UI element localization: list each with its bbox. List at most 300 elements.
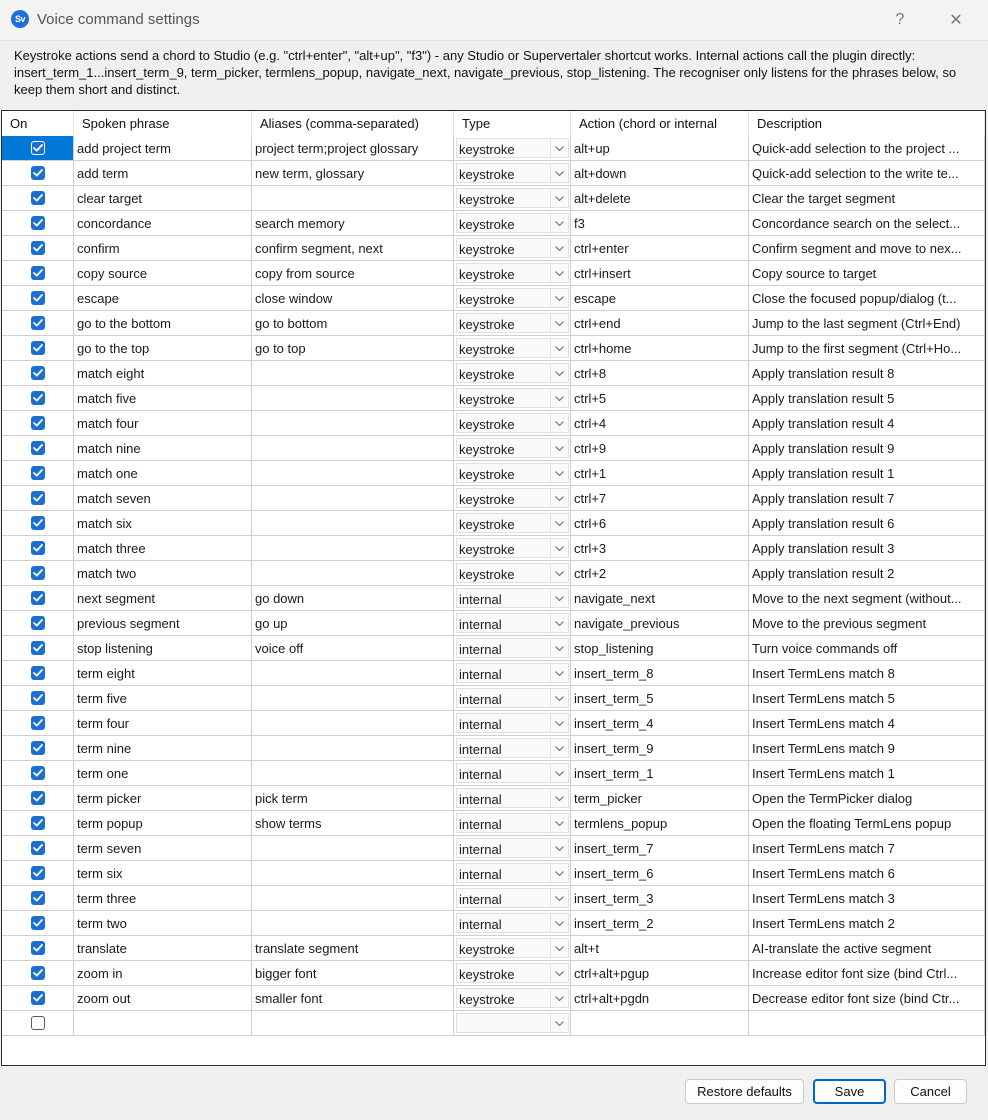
type-cell[interactable] xyxy=(454,286,571,311)
type-cell[interactable] xyxy=(454,761,571,786)
enabled-cell[interactable] xyxy=(2,711,74,736)
description-cell[interactable]: Decrease editor font size (bind Ctr... xyxy=(749,986,985,1011)
phrase-cell[interactable]: term five xyxy=(74,686,252,711)
action-cell[interactable]: insert_term_9 xyxy=(571,736,749,761)
phrase-cell[interactable]: match three xyxy=(74,536,252,561)
chevron-down-icon[interactable] xyxy=(550,864,568,882)
enabled-checkbox[interactable] xyxy=(31,366,45,380)
phrase-cell[interactable]: zoom in xyxy=(74,961,252,986)
enabled-cell[interactable] xyxy=(2,361,74,386)
chevron-down-icon[interactable] xyxy=(550,739,568,757)
enabled-checkbox[interactable] xyxy=(31,816,45,830)
description-cell[interactable]: Concordance search on the select... xyxy=(749,211,985,236)
enabled-checkbox[interactable] xyxy=(31,841,45,855)
chevron-down-icon[interactable] xyxy=(550,589,568,607)
type-dropdown[interactable] xyxy=(456,588,569,608)
description-cell[interactable]: Confirm segment and move to nex... xyxy=(749,236,985,261)
table-row[interactable] xyxy=(2,161,985,186)
type-dropdown[interactable] xyxy=(456,1013,569,1033)
action-cell[interactable]: alt+delete xyxy=(571,186,749,211)
type-dropdown[interactable] xyxy=(456,413,569,433)
help-button[interactable]: ? xyxy=(895,11,905,28)
type-cell[interactable] xyxy=(454,461,571,486)
table-row[interactable] xyxy=(2,786,985,811)
table-row[interactable] xyxy=(2,561,985,586)
chevron-down-icon[interactable] xyxy=(550,964,568,982)
chevron-down-icon[interactable] xyxy=(550,664,568,682)
description-cell[interactable]: Open the floating TermLens popup xyxy=(749,811,985,836)
enabled-checkbox[interactable] xyxy=(31,941,45,955)
type-cell[interactable] xyxy=(454,736,571,761)
aliases-cell[interactable]: smaller font xyxy=(252,986,454,1011)
close-button[interactable]: ✕ xyxy=(949,12,963,29)
table-row[interactable] xyxy=(2,661,985,686)
enabled-cell[interactable] xyxy=(2,211,74,236)
enabled-cell[interactable] xyxy=(2,761,74,786)
chevron-down-icon[interactable] xyxy=(550,389,568,407)
type-cell[interactable] xyxy=(454,886,571,911)
table-row[interactable] xyxy=(2,936,985,961)
enabled-checkbox[interactable] xyxy=(31,1016,45,1030)
phrase-cell[interactable]: match one xyxy=(74,461,252,486)
action-cell[interactable]: f3 xyxy=(571,211,749,236)
aliases-cell[interactable] xyxy=(252,711,454,736)
phrase-cell[interactable]: clear target xyxy=(74,186,252,211)
chevron-down-icon[interactable] xyxy=(550,839,568,857)
chevron-down-icon[interactable] xyxy=(550,714,568,732)
type-dropdown[interactable] xyxy=(456,263,569,283)
type-cell[interactable] xyxy=(454,811,571,836)
type-cell[interactable] xyxy=(454,186,571,211)
action-cell[interactable]: alt+t xyxy=(571,936,749,961)
action-cell[interactable]: ctrl+end xyxy=(571,311,749,336)
chevron-down-icon[interactable] xyxy=(550,139,568,157)
chevron-down-icon[interactable] xyxy=(550,914,568,932)
chevron-down-icon[interactable] xyxy=(550,814,568,832)
enabled-checkbox[interactable] xyxy=(31,691,45,705)
description-cell[interactable] xyxy=(749,1011,985,1036)
phrase-cell[interactable]: copy source xyxy=(74,261,252,286)
description-cell[interactable]: Apply translation result 6 xyxy=(749,511,985,536)
phrase-cell[interactable]: match four xyxy=(74,411,252,436)
table-row[interactable] xyxy=(2,311,985,336)
type-dropdown[interactable] xyxy=(456,313,569,333)
table-row[interactable] xyxy=(2,186,985,211)
phrase-cell[interactable]: term two xyxy=(74,911,252,936)
chevron-down-icon[interactable] xyxy=(550,614,568,632)
aliases-cell[interactable] xyxy=(252,536,454,561)
phrase-cell[interactable]: zoom out xyxy=(74,986,252,1011)
aliases-cell[interactable] xyxy=(252,836,454,861)
aliases-cell[interactable]: go up xyxy=(252,611,454,636)
enabled-cell[interactable] xyxy=(2,336,74,361)
phrase-cell[interactable]: match eight xyxy=(74,361,252,386)
enabled-cell[interactable] xyxy=(2,661,74,686)
type-cell[interactable] xyxy=(454,536,571,561)
type-cell[interactable] xyxy=(454,336,571,361)
type-cell[interactable] xyxy=(454,836,571,861)
commands-grid[interactable] xyxy=(1,110,986,1066)
action-cell[interactable]: alt+up xyxy=(571,136,749,161)
action-cell[interactable]: insert_term_6 xyxy=(571,861,749,886)
enabled-checkbox[interactable] xyxy=(31,966,45,980)
aliases-cell[interactable]: go down xyxy=(252,586,454,611)
action-cell[interactable]: insert_term_4 xyxy=(571,711,749,736)
aliases-cell[interactable]: new term, glossary xyxy=(252,161,454,186)
action-cell[interactable]: ctrl+2 xyxy=(571,561,749,586)
action-cell[interactable]: insert_term_3 xyxy=(571,886,749,911)
type-dropdown[interactable] xyxy=(456,213,569,233)
phrase-cell[interactable]: match five xyxy=(74,386,252,411)
description-cell[interactable]: Jump to the last segment (Ctrl+End) xyxy=(749,311,985,336)
chevron-down-icon[interactable] xyxy=(550,364,568,382)
enabled-cell[interactable] xyxy=(2,861,74,886)
table-row[interactable] xyxy=(2,286,985,311)
phrase-cell[interactable]: term popup xyxy=(74,811,252,836)
enabled-cell[interactable] xyxy=(2,561,74,586)
enabled-checkbox[interactable] xyxy=(31,516,45,530)
enabled-checkbox[interactable] xyxy=(31,341,45,355)
phrase-cell[interactable]: term six xyxy=(74,861,252,886)
phrase-cell[interactable]: escape xyxy=(74,286,252,311)
action-cell[interactable]: ctrl+5 xyxy=(571,386,749,411)
aliases-cell[interactable] xyxy=(252,511,454,536)
action-cell[interactable]: ctrl+1 xyxy=(571,461,749,486)
enabled-checkbox[interactable] xyxy=(31,591,45,605)
type-cell[interactable] xyxy=(454,911,571,936)
action-cell[interactable]: ctrl+alt+pgdn xyxy=(571,986,749,1011)
description-cell[interactable]: Apply translation result 5 xyxy=(749,386,985,411)
phrase-cell[interactable]: term three xyxy=(74,886,252,911)
column-header-type[interactable]: Type xyxy=(454,111,571,136)
type-cell[interactable] xyxy=(454,386,571,411)
table-row[interactable] xyxy=(2,961,985,986)
chevron-down-icon[interactable] xyxy=(550,939,568,957)
type-cell[interactable] xyxy=(454,611,571,636)
enabled-cell[interactable] xyxy=(2,961,74,986)
type-dropdown[interactable] xyxy=(456,438,569,458)
enabled-cell[interactable] xyxy=(2,736,74,761)
type-cell[interactable] xyxy=(454,311,571,336)
type-dropdown[interactable] xyxy=(456,538,569,558)
description-cell[interactable]: Move to the next segment (without... xyxy=(749,586,985,611)
chevron-down-icon[interactable] xyxy=(550,539,568,557)
enabled-checkbox[interactable] xyxy=(31,441,45,455)
enabled-checkbox[interactable] xyxy=(31,491,45,505)
chevron-down-icon[interactable] xyxy=(550,639,568,657)
aliases-cell[interactable] xyxy=(252,361,454,386)
chevron-down-icon[interactable] xyxy=(550,689,568,707)
enabled-cell[interactable] xyxy=(2,836,74,861)
aliases-cell[interactable] xyxy=(252,736,454,761)
action-cell[interactable]: escape xyxy=(571,286,749,311)
aliases-cell[interactable]: go to bottom xyxy=(252,311,454,336)
description-cell[interactable]: Insert TermLens match 7 xyxy=(749,836,985,861)
aliases-cell[interactable]: show terms xyxy=(252,811,454,836)
chevron-down-icon[interactable] xyxy=(550,489,568,507)
table-row[interactable] xyxy=(2,636,985,661)
aliases-cell[interactable] xyxy=(252,761,454,786)
enabled-checkbox[interactable] xyxy=(31,916,45,930)
action-cell[interactable]: insert_term_7 xyxy=(571,836,749,861)
type-cell[interactable] xyxy=(454,486,571,511)
table-row[interactable] xyxy=(2,261,985,286)
table-row[interactable] xyxy=(2,836,985,861)
description-cell[interactable]: Open the TermPicker dialog xyxy=(749,786,985,811)
type-cell[interactable] xyxy=(454,711,571,736)
enabled-cell[interactable] xyxy=(2,486,74,511)
aliases-cell[interactable]: pick term xyxy=(252,786,454,811)
chevron-down-icon[interactable] xyxy=(550,339,568,357)
type-dropdown[interactable] xyxy=(456,688,569,708)
cancel-button[interactable]: Cancel xyxy=(894,1079,967,1104)
type-cell[interactable] xyxy=(454,861,571,886)
description-cell[interactable]: Quick-add selection to the write te... xyxy=(749,161,985,186)
phrase-cell[interactable]: confirm xyxy=(74,236,252,261)
aliases-cell[interactable] xyxy=(252,411,454,436)
phrase-cell[interactable]: match six xyxy=(74,511,252,536)
description-cell[interactable]: Insert TermLens match 9 xyxy=(749,736,985,761)
chevron-down-icon[interactable] xyxy=(550,989,568,1007)
enabled-checkbox[interactable] xyxy=(31,316,45,330)
enabled-cell[interactable] xyxy=(2,636,74,661)
description-cell[interactable]: Insert TermLens match 5 xyxy=(749,686,985,711)
chevron-down-icon[interactable] xyxy=(550,464,568,482)
action-cell[interactable]: ctrl+6 xyxy=(571,511,749,536)
column-header-description[interactable]: Description xyxy=(749,111,985,136)
type-dropdown[interactable] xyxy=(456,338,569,358)
phrase-cell[interactable]: term seven xyxy=(74,836,252,861)
type-dropdown[interactable] xyxy=(456,613,569,633)
aliases-cell[interactable] xyxy=(252,436,454,461)
table-row[interactable] xyxy=(2,236,985,261)
table-row[interactable] xyxy=(2,386,985,411)
action-cell[interactable]: term_picker xyxy=(571,786,749,811)
type-dropdown[interactable] xyxy=(456,788,569,808)
phrase-cell[interactable]: concordance xyxy=(74,211,252,236)
enabled-cell[interactable] xyxy=(2,611,74,636)
type-dropdown[interactable] xyxy=(456,463,569,483)
enabled-checkbox[interactable] xyxy=(31,641,45,655)
action-cell[interactable]: ctrl+home xyxy=(571,336,749,361)
type-dropdown[interactable] xyxy=(456,963,569,983)
type-dropdown[interactable] xyxy=(456,563,569,583)
enabled-checkbox[interactable] xyxy=(31,216,45,230)
enabled-checkbox[interactable] xyxy=(31,716,45,730)
phrase-cell[interactable]: next segment xyxy=(74,586,252,611)
aliases-cell[interactable] xyxy=(252,561,454,586)
enabled-cell[interactable] xyxy=(2,236,74,261)
phrase-cell[interactable]: term four xyxy=(74,711,252,736)
phrase-cell[interactable]: match two xyxy=(74,561,252,586)
type-dropdown[interactable] xyxy=(456,913,569,933)
aliases-cell[interactable] xyxy=(252,486,454,511)
phrase-cell[interactable]: match seven xyxy=(74,486,252,511)
action-cell[interactable]: ctrl+4 xyxy=(571,411,749,436)
type-cell[interactable] xyxy=(454,161,571,186)
restore-defaults-button[interactable]: Restore defaults xyxy=(685,1079,804,1104)
aliases-cell[interactable]: project term;project glossary xyxy=(252,136,454,161)
table-row[interactable] xyxy=(2,336,985,361)
type-dropdown[interactable] xyxy=(456,738,569,758)
type-cell[interactable] xyxy=(454,436,571,461)
aliases-cell[interactable]: voice off xyxy=(252,636,454,661)
chevron-down-icon[interactable] xyxy=(550,239,568,257)
table-row[interactable] xyxy=(2,761,985,786)
description-cell[interactable]: Apply translation result 1 xyxy=(749,461,985,486)
aliases-cell[interactable] xyxy=(252,686,454,711)
action-cell[interactable]: ctrl+insert xyxy=(571,261,749,286)
chevron-down-icon[interactable] xyxy=(550,189,568,207)
type-cell[interactable] xyxy=(454,561,571,586)
chevron-down-icon[interactable] xyxy=(550,1014,568,1032)
chevron-down-icon[interactable] xyxy=(550,889,568,907)
type-dropdown[interactable] xyxy=(456,138,569,158)
phrase-cell[interactable]: go to the bottom xyxy=(74,311,252,336)
table-row[interactable] xyxy=(2,711,985,736)
enabled-checkbox[interactable] xyxy=(31,266,45,280)
type-dropdown[interactable] xyxy=(456,663,569,683)
table-row[interactable] xyxy=(2,436,985,461)
chevron-down-icon[interactable] xyxy=(550,264,568,282)
description-cell[interactable]: Turn voice commands off xyxy=(749,636,985,661)
enabled-cell[interactable] xyxy=(2,436,74,461)
column-header-on[interactable]: On xyxy=(2,111,74,136)
type-dropdown[interactable] xyxy=(456,813,569,833)
type-cell[interactable] xyxy=(454,1011,571,1036)
description-cell[interactable]: Jump to the first segment (Ctrl+Ho... xyxy=(749,336,985,361)
table-row[interactable] xyxy=(2,411,985,436)
chevron-down-icon[interactable] xyxy=(550,514,568,532)
table-row[interactable] xyxy=(2,811,985,836)
table-row[interactable] xyxy=(2,686,985,711)
type-cell[interactable] xyxy=(454,236,571,261)
description-cell[interactable]: Insert TermLens match 4 xyxy=(749,711,985,736)
table-row[interactable] xyxy=(2,136,985,161)
table-row[interactable] xyxy=(2,586,985,611)
enabled-checkbox[interactable] xyxy=(31,991,45,1005)
enabled-checkbox[interactable] xyxy=(31,891,45,905)
type-dropdown[interactable] xyxy=(456,838,569,858)
description-cell[interactable]: Move to the previous segment xyxy=(749,611,985,636)
enabled-checkbox[interactable] xyxy=(31,416,45,430)
enabled-checkbox[interactable] xyxy=(31,241,45,255)
type-cell[interactable] xyxy=(454,936,571,961)
type-cell[interactable] xyxy=(454,211,571,236)
phrase-cell[interactable]: term nine xyxy=(74,736,252,761)
phrase-cell[interactable]: term one xyxy=(74,761,252,786)
aliases-cell[interactable] xyxy=(252,386,454,411)
type-cell[interactable] xyxy=(454,361,571,386)
enabled-cell[interactable] xyxy=(2,536,74,561)
enabled-cell[interactable] xyxy=(2,511,74,536)
phrase-cell[interactable]: match nine xyxy=(74,436,252,461)
enabled-checkbox[interactable] xyxy=(31,666,45,680)
description-cell[interactable]: Insert TermLens match 3 xyxy=(749,886,985,911)
action-cell[interactable]: ctrl+3 xyxy=(571,536,749,561)
phrase-cell[interactable]: term eight xyxy=(74,661,252,686)
description-cell[interactable]: Apply translation result 8 xyxy=(749,361,985,386)
enabled-checkbox[interactable] xyxy=(31,141,45,155)
type-dropdown[interactable] xyxy=(456,513,569,533)
type-dropdown[interactable] xyxy=(456,163,569,183)
type-dropdown[interactable] xyxy=(456,888,569,908)
chevron-down-icon[interactable] xyxy=(550,214,568,232)
enabled-checkbox[interactable] xyxy=(31,391,45,405)
table-row[interactable] xyxy=(2,986,985,1011)
enabled-cell[interactable] xyxy=(2,461,74,486)
phrase-cell[interactable]: add term xyxy=(74,161,252,186)
chevron-down-icon[interactable] xyxy=(550,789,568,807)
description-cell[interactable]: Close the focused popup/dialog (t... xyxy=(749,286,985,311)
type-dropdown[interactable] xyxy=(456,863,569,883)
chevron-down-icon[interactable] xyxy=(550,314,568,332)
enabled-cell[interactable] xyxy=(2,186,74,211)
action-cell[interactable]: insert_term_8 xyxy=(571,661,749,686)
type-dropdown[interactable] xyxy=(456,388,569,408)
enabled-cell[interactable] xyxy=(2,311,74,336)
aliases-cell[interactable]: copy from source xyxy=(252,261,454,286)
column-header-action[interactable]: Action (chord or internal xyxy=(571,111,749,136)
type-cell[interactable] xyxy=(454,586,571,611)
action-cell[interactable]: ctrl+alt+pgup xyxy=(571,961,749,986)
type-dropdown[interactable] xyxy=(456,988,569,1008)
description-cell[interactable]: Insert TermLens match 8 xyxy=(749,661,985,686)
action-cell[interactable] xyxy=(571,1011,749,1036)
type-cell[interactable] xyxy=(454,511,571,536)
chevron-down-icon[interactable] xyxy=(550,289,568,307)
enabled-checkbox[interactable] xyxy=(31,791,45,805)
table-row[interactable] xyxy=(2,536,985,561)
type-dropdown[interactable] xyxy=(456,488,569,508)
type-cell[interactable] xyxy=(454,961,571,986)
description-cell[interactable]: Apply translation result 4 xyxy=(749,411,985,436)
enabled-cell[interactable] xyxy=(2,986,74,1011)
enabled-cell[interactable] xyxy=(2,911,74,936)
type-dropdown[interactable] xyxy=(456,938,569,958)
chevron-down-icon[interactable] xyxy=(550,564,568,582)
enabled-checkbox[interactable] xyxy=(31,291,45,305)
action-cell[interactable]: navigate_previous xyxy=(571,611,749,636)
column-header-phrase[interactable]: Spoken phrase xyxy=(74,111,252,136)
description-cell[interactable]: AI-translate the active segment xyxy=(749,936,985,961)
description-cell[interactable]: Increase editor font size (bind Ctrl... xyxy=(749,961,985,986)
aliases-cell[interactable]: translate segment xyxy=(252,936,454,961)
enabled-cell[interactable] xyxy=(2,886,74,911)
table-row[interactable] xyxy=(2,886,985,911)
type-cell[interactable] xyxy=(454,261,571,286)
enabled-cell[interactable] xyxy=(2,1011,74,1036)
phrase-cell[interactable]: term picker xyxy=(74,786,252,811)
type-cell[interactable] xyxy=(454,661,571,686)
type-dropdown[interactable] xyxy=(456,713,569,733)
enabled-cell[interactable] xyxy=(2,411,74,436)
table-row[interactable] xyxy=(2,361,985,386)
enabled-checkbox[interactable] xyxy=(31,741,45,755)
aliases-cell[interactable]: confirm segment, next xyxy=(252,236,454,261)
enabled-checkbox[interactable] xyxy=(31,566,45,580)
enabled-checkbox[interactable] xyxy=(31,616,45,630)
table-row[interactable] xyxy=(2,486,985,511)
enabled-checkbox[interactable] xyxy=(31,866,45,880)
enabled-cell[interactable] xyxy=(2,136,74,161)
aliases-cell[interactable] xyxy=(252,461,454,486)
chevron-down-icon[interactable] xyxy=(550,764,568,782)
column-header-aliases[interactable]: Aliases (comma-separated) xyxy=(252,111,454,136)
chevron-down-icon[interactable] xyxy=(550,164,568,182)
phrase-cell[interactable]: go to the top xyxy=(74,336,252,361)
enabled-cell[interactable] xyxy=(2,686,74,711)
